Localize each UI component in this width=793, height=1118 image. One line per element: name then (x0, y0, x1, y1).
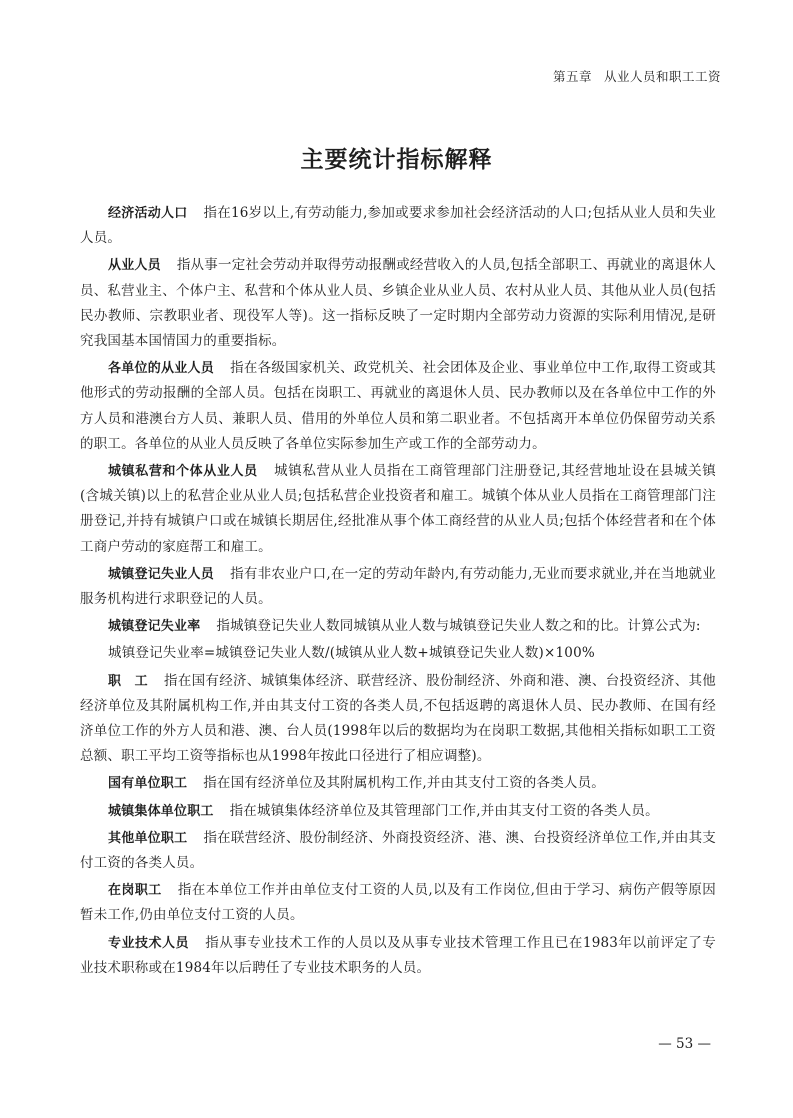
definition-text: 指在城镇集体经济单位及其管理部门工作,并由其支付工资的各类人员。 (229, 802, 659, 819)
definition-text: 指有非农业户口,在一定的劳动年龄内,有劳动能力,无业而要求就业,并在当地就业服务机构进行求职登记的人员。 (80, 565, 716, 608)
definition-term: 其他单位职工 (108, 830, 188, 846)
definition-paragraph (80, 878, 716, 928)
definition-term: 城镇集体单位职工 (108, 803, 214, 819)
definition-text: 指在本单位工作并由单位支付工资的人员,以及有工作岗位,但由于学习、病伤产假等原因暂未工作,仍由单位支付工资的人员。 (80, 882, 716, 924)
definition-text: 指城镇登记失业人数同城镇从业人数与城镇登记失业人数之和的比。计算公式为: (216, 618, 701, 635)
definition-paragraph (80, 562, 716, 612)
definition-term: 在岗职工 (108, 883, 162, 899)
definition-text: 指在16岁以上,有劳动能力,参加或要求参加社会经济活动的人口;包括从业人员和失业人员。 (80, 205, 716, 247)
definition-term: 城镇登记失业人员 (108, 566, 215, 582)
definition-text: 指从事专业技术工作的人员以及从事专业技术管理工作且已在1983年以前评定了专业技术职称或在1984年以后聘任了专业技术职务的人员。 (80, 934, 716, 976)
definition-term: 城镇登记失业率 (108, 619, 201, 635)
chapter-title: 从业人员和职工工资 (603, 69, 721, 84)
definition-paragraph (80, 614, 716, 639)
definition-paragraph (80, 799, 716, 824)
definition-term: 专业技术人员 (108, 935, 189, 951)
definition-paragraph (80, 459, 716, 560)
definition-text: 城镇私营从业人员指在工商管理部门注册登记,其经营地址设在县城关镇(含城关镇)以上的私营企业从业人员;包括私营企业投资者和雇工。城镇个体从业人员指在工商管理部门注册登记,并持有城镇户口或在城镇长期居住,经批准从事个体工商经营的从业人员;包括个体经营者和在个体工商户劳动的家庭帮工和雇工。 (80, 463, 716, 555)
definition-paragraph (80, 931, 716, 981)
formula-text: 城镇登记失业率=城镇登记失业人数/(城镇从业人数+城镇登记失业人数)×100% (108, 645, 595, 662)
definition-term: 城镇私营和个体从业人员 (108, 464, 258, 480)
definition-term: 经济活动人口 (108, 206, 188, 221)
definition-text: 指在各级国家机关、政党机关、社会团体及企业、事业单位中工作,取得工资或其他形式的劳动报酬的全部人员。包括在岗职工、再就业的离退休人员、民办教师以及在各单位中工作的外方人员和港澳台方人员、兼职人员、借用的外单位人员和第二职业者。不包括离开本单位仍保留劳动关系的职工。各单位的从业人员反映了各单位实际参加生产或工作的全部劳动力。 (80, 360, 716, 452)
chapter-number: 第五章 (552, 69, 592, 84)
definition-text: 指从事一定社会劳动并取得劳动报酬或经营收入的人员,包括全部职工、再就业的离退休人员、私营业主、个体户主、私营和个体从业人员、乡镇企业从业人员、农村从业人员、其他从业人员(包括民办教师、宗教职业者、现役军人等)。这一指标反映了一定时期内全部劳动力资源的实际利用情况,是研究我国基本国情国力的重要指标。 (80, 257, 716, 350)
definition-paragraph (80, 253, 716, 354)
definition-text: 指在联营经济、股份制经济、外商投资经济、港、澳、台投资经济单位工作,并由其支付工资的各类人员。 (80, 829, 717, 872)
formula-paragraph (80, 641, 716, 666)
definition-term: 国有单位职工 (108, 776, 188, 792)
definition-paragraph (80, 826, 716, 876)
page-title: 主要统计指标解释 (300, 147, 493, 173)
definition-paragraph (80, 356, 716, 457)
definition-paragraph (80, 771, 716, 796)
page-number: — 53 — (658, 1036, 711, 1052)
definition-term: 从业人员 (108, 258, 161, 274)
definition-paragraph (80, 669, 716, 770)
definitions-list (80, 201, 716, 983)
definition-text: 指在国有经济单位及其附属机构工作,并由其支付工资的各类人员。 (203, 775, 605, 792)
definition-text: 指在国有经济、城镇集体经济、联营经济、股份制经济、外商和港、澳、台投资经济、其他经济单位及其附属机构工作,并由其支付工资的各类人员,不包括返聘的离退休人员、民办教师、在国有经济单位工作的外方人员和港、澳、台人员(1998年以后的数据均为在岗职工数据,其他相关指标如职工工资总额、职工平均工资等指标也从1998年按此口径进行了相应调整)。 (80, 672, 717, 765)
definition-term: 各单位的从业人员 (108, 361, 215, 377)
running-header (553, 67, 721, 85)
definition-paragraph (80, 201, 716, 251)
definition-term: 职 工 (108, 673, 148, 689)
